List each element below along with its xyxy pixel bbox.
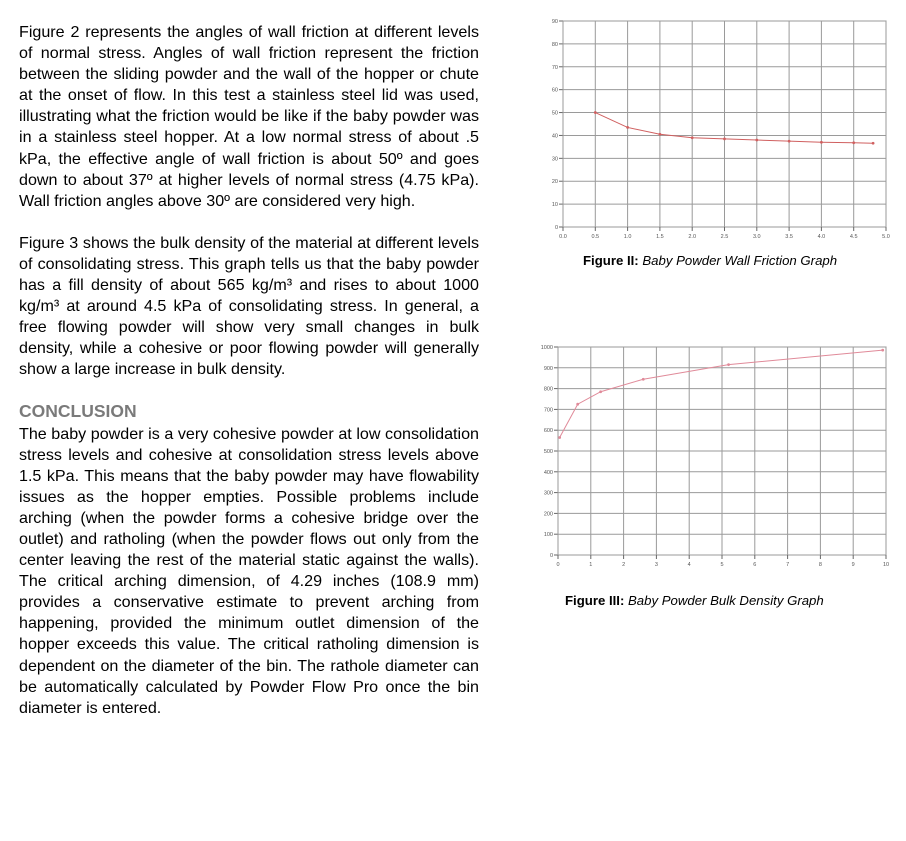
y-tick-label: 90 bbox=[551, 19, 558, 25]
y-tick-label: 10 bbox=[551, 202, 558, 209]
data-point bbox=[691, 136, 694, 139]
wall-friction-svg bbox=[545, 12, 895, 244]
paragraph-bulk-density: Figure 3 shows the bulk density of the material at different levels of consolidating stress. This graph tells us that the baby powder has a fill density of about 565 kg/m³ and rises to about 1000 kg/m³ at around 4.5 kPa of consolidating stress. In general, a free flowing powder will show very small changes in bulk density, while a cohesive or poor flowing powder will generally show a large increase in bulk density. bbox=[19, 233, 479, 379]
data-point bbox=[642, 378, 645, 381]
x-tick-label: 6 bbox=[753, 562, 757, 568]
y-tick-label: 1000 bbox=[540, 345, 553, 351]
y-tick-label: 800 bbox=[543, 386, 553, 393]
y-tick-label: 0 bbox=[554, 225, 558, 231]
conclusion-heading: CONCLUSION bbox=[19, 400, 137, 421]
paragraph-conclusion: The baby powder is a very cohesive powder at low consolidation stress levels and cohesive at consolidation stress levels above 1.5 kPa. This means that the baby powder may have flowability issues as the hopper empties. Possible problems include arching (when the powder forms a cohesive bridge over the outlet) and ratholing (when the powder flows out only from the center leaving the rest of the material static against the walls). The critical arching dimension, of 4.29 inches (108.9 mm) provides a conservative estimate to prevent arching from happening, provided the minimum outlet dimension of the hopper exceeds this value. The critical ratholing dimension is dependent on the diameter of the bin. The rathole diameter can be automatically calculated by Powder Flow Pro once the bin diameter is entered. bbox=[19, 424, 479, 717]
x-tick-label: 0.0 bbox=[559, 234, 567, 240]
data-point bbox=[659, 133, 662, 136]
bulk-density-svg bbox=[530, 338, 895, 576]
data-point bbox=[755, 139, 758, 142]
x-tick-label: 9 bbox=[851, 562, 855, 568]
x-tick-label: 1.0 bbox=[623, 234, 632, 240]
data-point bbox=[576, 403, 579, 406]
y-tick-label: 900 bbox=[543, 365, 553, 372]
x-tick-label: 0.5 bbox=[591, 234, 600, 240]
y-tick-label: 40 bbox=[551, 133, 558, 140]
text-column bbox=[19, 22, 479, 719]
x-tick-label: 5 bbox=[720, 562, 724, 568]
wall-friction-chart bbox=[545, 12, 895, 244]
x-tick-label: 8 bbox=[818, 562, 822, 568]
x-tick-label: 2.0 bbox=[688, 234, 697, 240]
y-tick-label: 50 bbox=[551, 110, 558, 117]
x-tick-label: 3 bbox=[654, 562, 658, 568]
y-tick-label: 0 bbox=[549, 553, 553, 559]
figure-3-caption bbox=[565, 593, 824, 609]
x-tick-label: 2.5 bbox=[720, 234, 729, 240]
x-tick-label: 2 bbox=[622, 562, 626, 568]
data-point bbox=[723, 137, 726, 140]
y-tick-label: 700 bbox=[543, 407, 553, 414]
y-tick-label: 200 bbox=[543, 511, 553, 518]
x-tick-label: 3.0 bbox=[752, 234, 761, 240]
x-tick-label: 1.5 bbox=[656, 234, 664, 240]
data-point bbox=[594, 111, 597, 114]
figure-3-label: Figure III: bbox=[565, 593, 625, 608]
y-tick-label: 100 bbox=[543, 532, 553, 539]
x-tick-label: 5.0 bbox=[882, 234, 890, 240]
x-tick-label: 10 bbox=[882, 562, 890, 568]
figure-2-title: Baby Powder Wall Friction Graph bbox=[642, 253, 838, 268]
data-point bbox=[820, 141, 823, 144]
x-tick-label: 7 bbox=[786, 562, 790, 568]
data-point bbox=[626, 126, 629, 129]
x-tick-label: 4 bbox=[687, 562, 691, 568]
x-tick-label: 4.5 bbox=[849, 234, 858, 240]
figure-3-title: Baby Powder Bulk Density Graph bbox=[628, 593, 824, 608]
y-tick-label: 70 bbox=[551, 64, 558, 71]
x-tick-label: 1 bbox=[589, 562, 593, 568]
y-tick-label: 500 bbox=[543, 449, 553, 455]
y-tick-label: 20 bbox=[551, 179, 558, 186]
x-tick-label: 4.0 bbox=[817, 234, 826, 240]
y-tick-label: 400 bbox=[543, 469, 553, 476]
y-tick-label: 300 bbox=[543, 490, 553, 497]
y-tick-label: 80 bbox=[551, 41, 558, 48]
bulk-density-chart bbox=[530, 338, 895, 576]
data-point bbox=[852, 141, 855, 144]
figure-2-label: Figure II: bbox=[583, 253, 639, 268]
x-tick-label: 0 bbox=[556, 562, 560, 568]
data-point bbox=[558, 436, 561, 439]
y-tick-label: 30 bbox=[551, 156, 558, 163]
y-tick-label: 60 bbox=[551, 87, 558, 94]
y-tick-label: 600 bbox=[543, 428, 553, 435]
data-point bbox=[788, 140, 791, 143]
data-point bbox=[727, 363, 730, 366]
data-point bbox=[881, 349, 884, 352]
figure-2-caption bbox=[583, 253, 837, 269]
x-tick-label: 3.5 bbox=[785, 234, 793, 240]
data-point bbox=[599, 390, 602, 393]
data-point bbox=[872, 142, 875, 145]
paragraph-wall-friction: Figure 2 represents the angles of wall friction at different levels of normal stress. Angles of wall friction represent the friction between the sliding powder and the wall of the hopper or chute at the onset of flow. In this test a stainless steel lid was used, illustrating what the friction would be like if the baby powder was in a stainless steel hopper. At a low normal stress of about .5 kPa, the effective angle of wall friction is about 50º and goes down to about 37º at higher levels of normal stress (4.75 kPa). Wall friction angles above 30º are considered very high. bbox=[19, 23, 479, 210]
